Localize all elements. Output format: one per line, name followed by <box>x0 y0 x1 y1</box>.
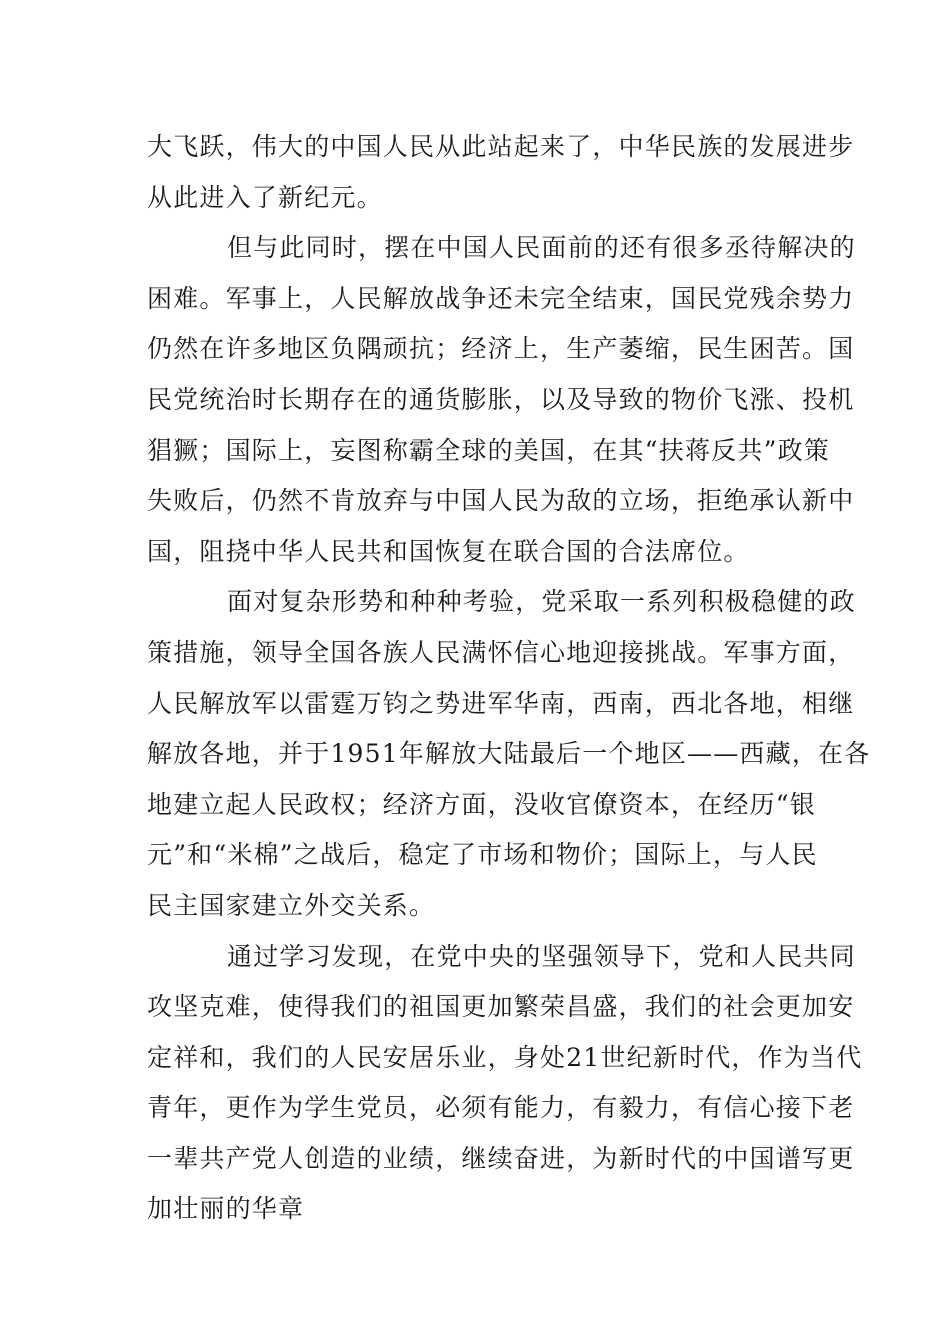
text-line: 民主国家建立外交关系。 <box>147 890 436 920</box>
body-text <box>147 122 871 1235</box>
text-line: 猖獗；国际上，妄图称霸全球的美国，在其“扶蒋反共”政策 <box>147 435 830 465</box>
text-line: 仍然在许多地区负隅顽抗；经济上，生产萎缩，民生困苦。国 <box>147 334 855 364</box>
text-line: 一辈共产党人创造的业绩，继续奋进，为新时代的中国谱写更 <box>147 1143 855 1173</box>
text-line: 民党统治时长期存在的通货膨胀，以及导致的物价飞涨、投机 <box>147 384 855 414</box>
text-line: 青年，更作为学生党员，必须有能力，有毅力，有信心接下老 <box>147 1093 855 1123</box>
text-line: 加壮丽的华章 <box>147 1194 305 1224</box>
text-line: 元”和“米棉”之战后，稳定了市场和物价；国际上，与人民 <box>147 840 818 870</box>
text-line: 攻坚克难，使得我们的祖国更加繁荣昌盛，我们的社会更加安 <box>147 992 855 1022</box>
text-line: 困难。军事上，人民解放战争还未完全结束，国民党残余势力 <box>147 283 855 313</box>
text-line: 定祥和，我们的人民安居乐业，身处21世纪新时代，作为当代 <box>147 1042 863 1072</box>
text-line: 国，阻挠中华人民共和国恢复在联合国的合法席位。 <box>147 536 750 566</box>
text-line: 解放各地，并于1951年解放大陆最后一个地区——西藏，在各 <box>147 739 871 769</box>
paragraph-start-line: 面对复杂形势和种种考验，党采取一系列积极稳健的政 <box>227 587 856 617</box>
paragraph-start-line: 通过学习发现，在党中央的坚强领导下，党和人民共同 <box>227 941 856 971</box>
text-line: 从此进入了新纪元。 <box>147 182 383 212</box>
text-line: 地建立起人民政权；经济方面，没收官僚资本，在经历“银 <box>147 789 816 819</box>
paragraph-start-line: 但与此同时，摆在中国人民面前的还有很多丞待解决的 <box>227 233 856 263</box>
text-line: 策措施，领导全国各族人民满怀信心地迎接挑战。军事方面， <box>147 637 855 667</box>
text-line: 大飞跃，伟大的中国人民从此站起来了，中华民族的发展进步 <box>147 132 855 161</box>
text-line: 人民解放军以雷霆万钧之势进军华南，西南，西北各地，相继 <box>147 688 855 718</box>
text-line: 失败后，仍然不肯放弃与中国人民为敌的立场，拒绝承认新中 <box>147 486 855 516</box>
